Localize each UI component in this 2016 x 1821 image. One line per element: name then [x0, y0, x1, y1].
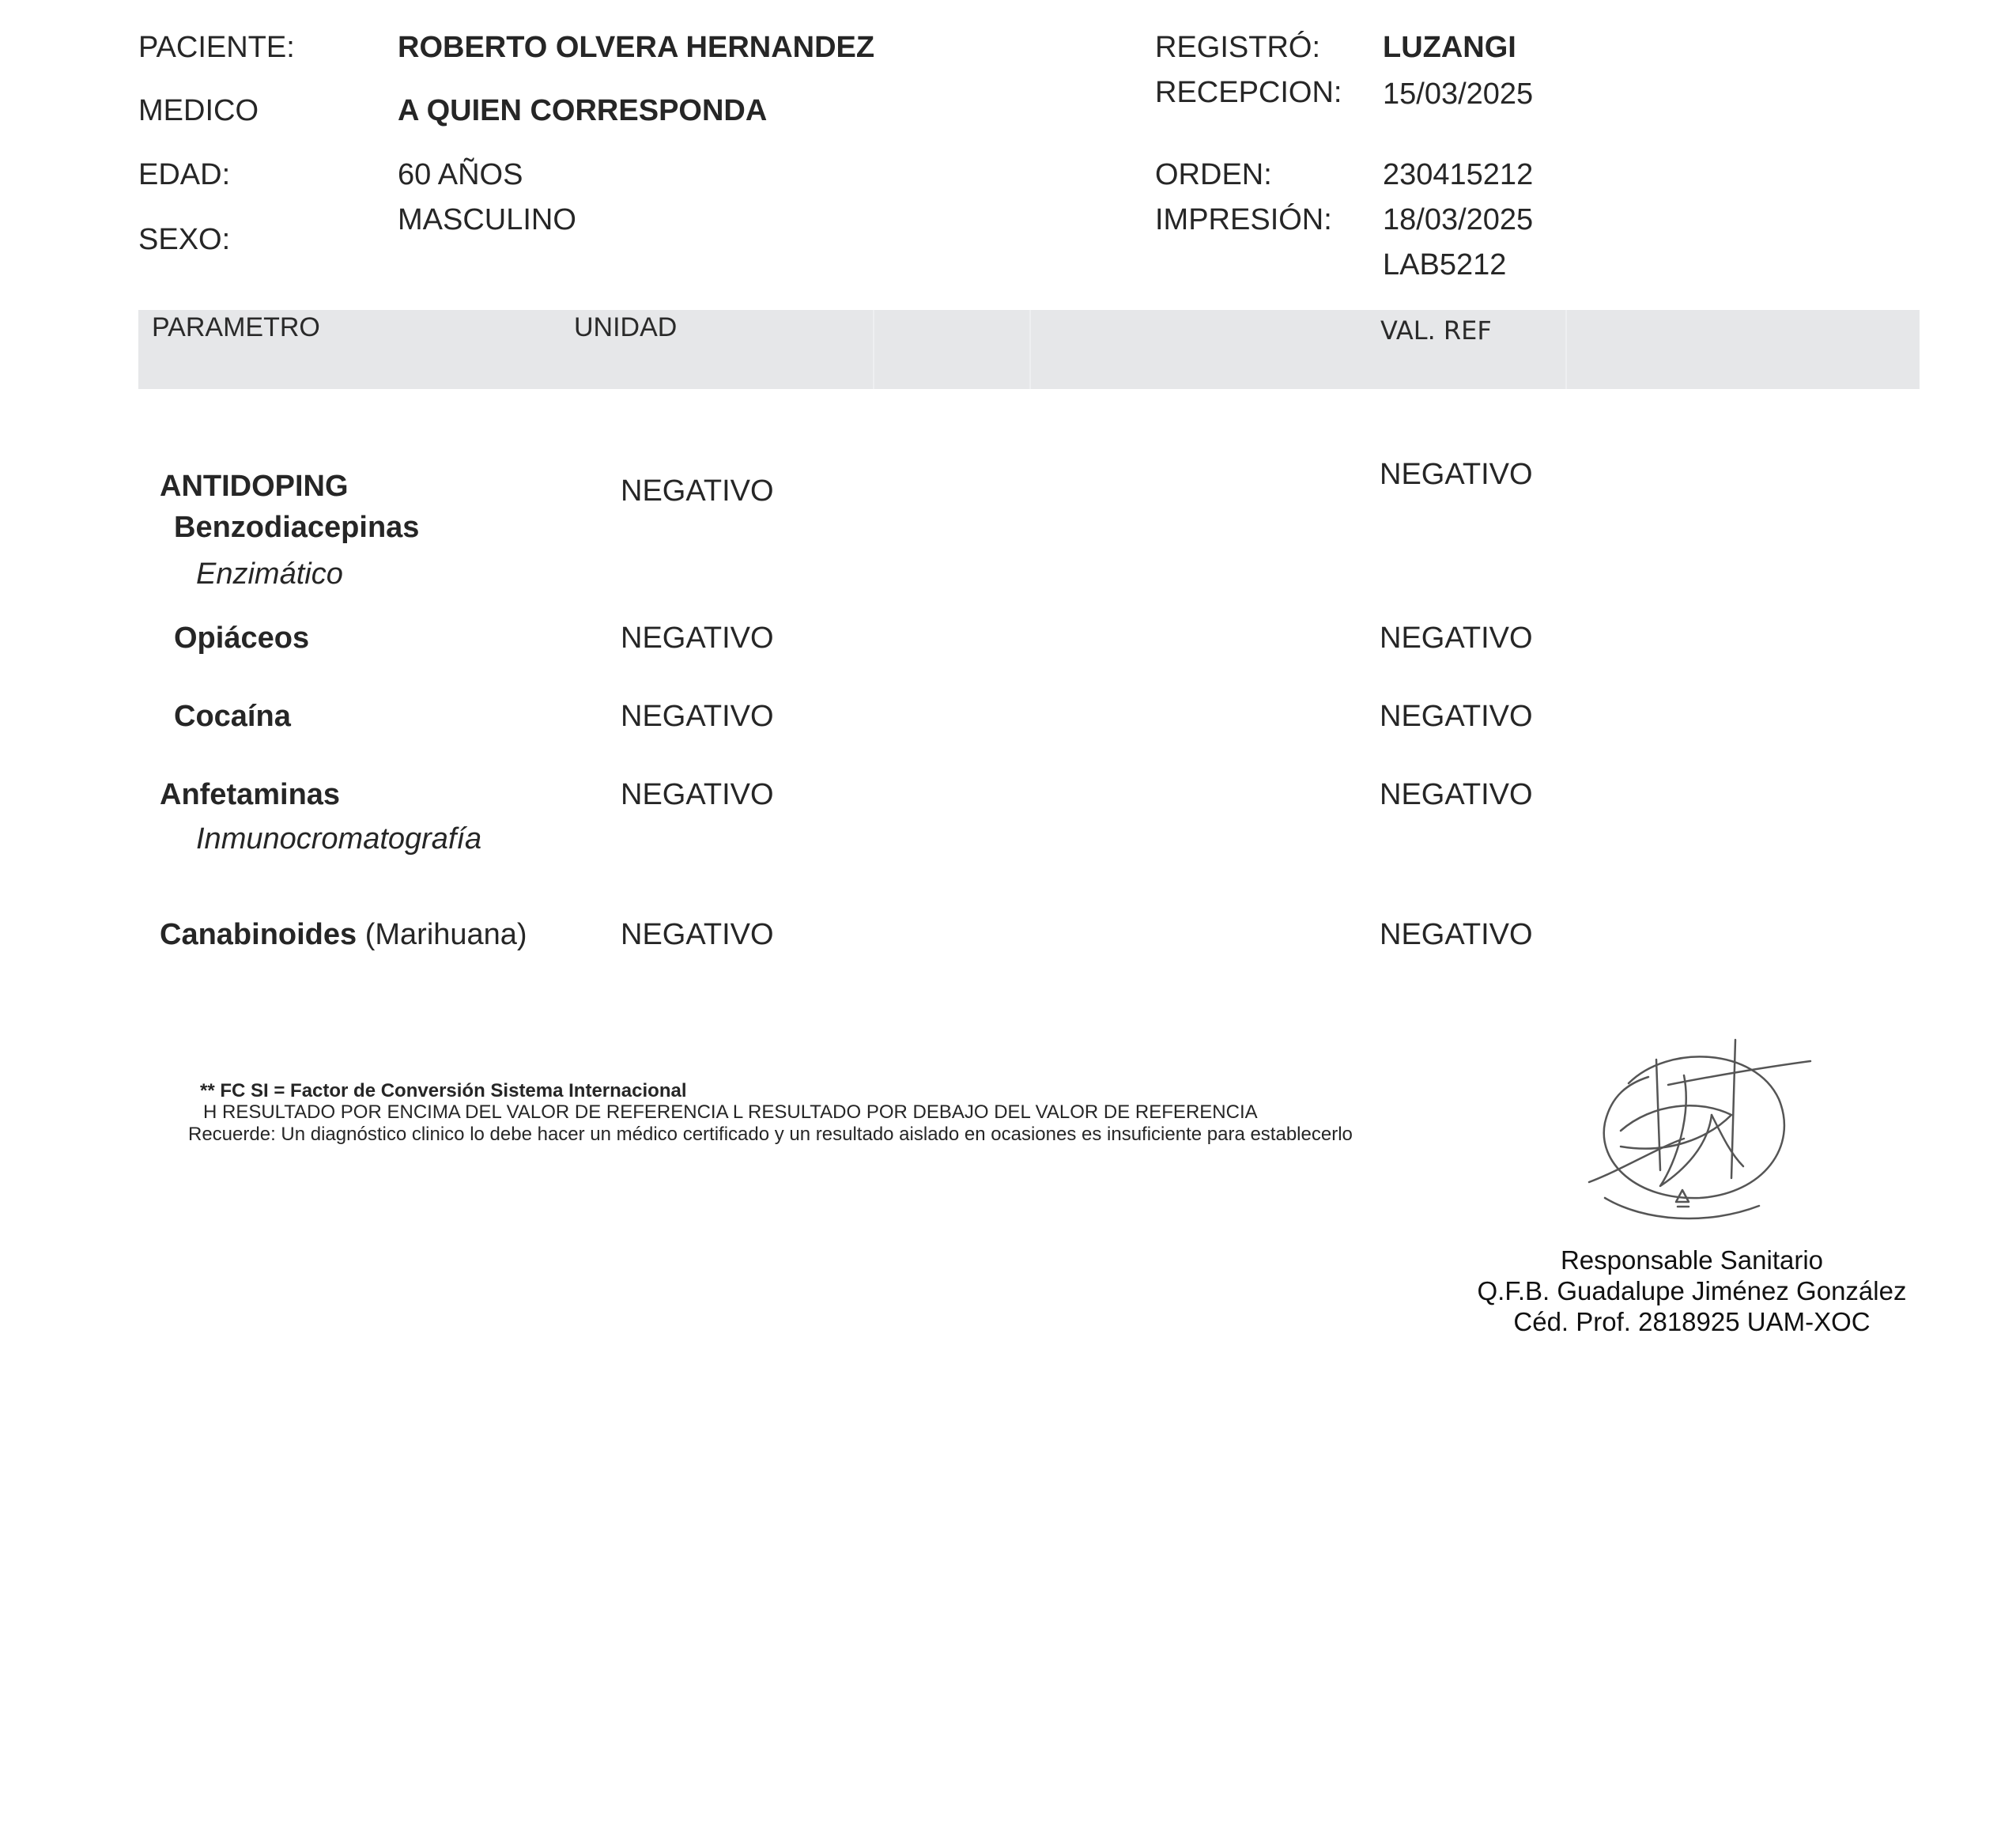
signature-name: Q.F.B. Guadalupe Jiménez González [1477, 1276, 1907, 1305]
result-opiates: NEGATIVO [621, 621, 774, 655]
column-unit: UNIDAD [574, 312, 678, 342]
result-benzodiazepines: NEGATIVO [621, 474, 774, 508]
reference-cannabinoids: NEGATIVO [1380, 918, 1533, 951]
result-amphetamines: NEGATIVO [621, 778, 774, 811]
result-cannabinoids: NEGATIVO [621, 918, 774, 951]
footnote-flags: H RESULTADO POR ENCIMA DEL VALOR DE REFERENCIA L RESULTADO POR DEBAJO DEL VALOR DE REFERENCIA [203, 1101, 1258, 1123]
param-cannabinoids-name: Canabinoides [160, 918, 357, 951]
print-date: 18/03/2025 [1383, 203, 1534, 236]
param-benzodiazepines: Benzodiacepinas [174, 511, 420, 544]
column-parameter: PARAMETRO [152, 312, 320, 342]
param-amphetamines: Anfetaminas [160, 778, 341, 811]
registered-label: REGISTRÓ: [1155, 31, 1321, 64]
column-divider [873, 310, 874, 389]
registered-value: LUZANGI [1383, 31, 1516, 64]
reference-cocaine: NEGATIVO [1380, 700, 1533, 733]
group-title: ANTIDOPING [160, 470, 349, 503]
doctor-label: MEDICO [138, 94, 259, 127]
reference-opiates: NEGATIVO [1380, 621, 1533, 655]
age-label: EDAD: [138, 158, 231, 191]
method-immunochromatography: Inmunocromatografía [196, 822, 482, 856]
param-cocaine: Cocaína [174, 700, 291, 733]
reception-label: RECEPCION: [1155, 76, 1342, 109]
reference-amphetamines: NEGATIVO [1380, 778, 1533, 811]
lab-code: LAB5212 [1383, 248, 1507, 281]
sex-label: SEXO: [138, 223, 231, 256]
reference-benzodiazepines: NEGATIVO [1380, 458, 1533, 491]
result-cocaine: NEGATIVO [621, 700, 774, 733]
param-opiates: Opiáceos [174, 621, 310, 655]
age-value: 60 AÑOS [398, 158, 523, 191]
doctor-name: A QUIEN CORRESPONDA [398, 94, 768, 127]
signature-title: Responsable Sanitario [1560, 1245, 1824, 1275]
param-cannabinoids [160, 917, 527, 952]
signature-image [1573, 1028, 1826, 1234]
sex-value: MASCULINO [398, 203, 576, 236]
param-cannabinoids-note: (Marihuana) [364, 918, 527, 951]
footnote-conversion: ** FC SI = Factor de Conversión Sistema Internacional [200, 1080, 687, 1101]
print-label: IMPRESIÓN: [1155, 203, 1332, 236]
footnote-disclaimer: Recuerde: Un diagnóstico clinico lo debe hacer un médico certificado y un resultado aislado en ocasiones es insuficiente para establecerlo [188, 1124, 1353, 1145]
order-number: 230415212 [1383, 158, 1534, 191]
table-header [138, 310, 1920, 389]
patient-label: PACIENTE: [138, 31, 295, 64]
column-divider [1565, 310, 1567, 389]
method-enzymatic: Enzimático [196, 557, 343, 591]
column-reference: VAL. REF [1380, 315, 1492, 346]
patient-name: ROBERTO OLVERA HERNANDEZ [398, 31, 875, 64]
order-label: ORDEN: [1155, 158, 1272, 191]
signature-license: Céd. Prof. 2818925 UAM-XOC [1513, 1307, 1871, 1336]
reception-date: 15/03/2025 [1383, 77, 1534, 111]
column-divider [1029, 310, 1031, 389]
